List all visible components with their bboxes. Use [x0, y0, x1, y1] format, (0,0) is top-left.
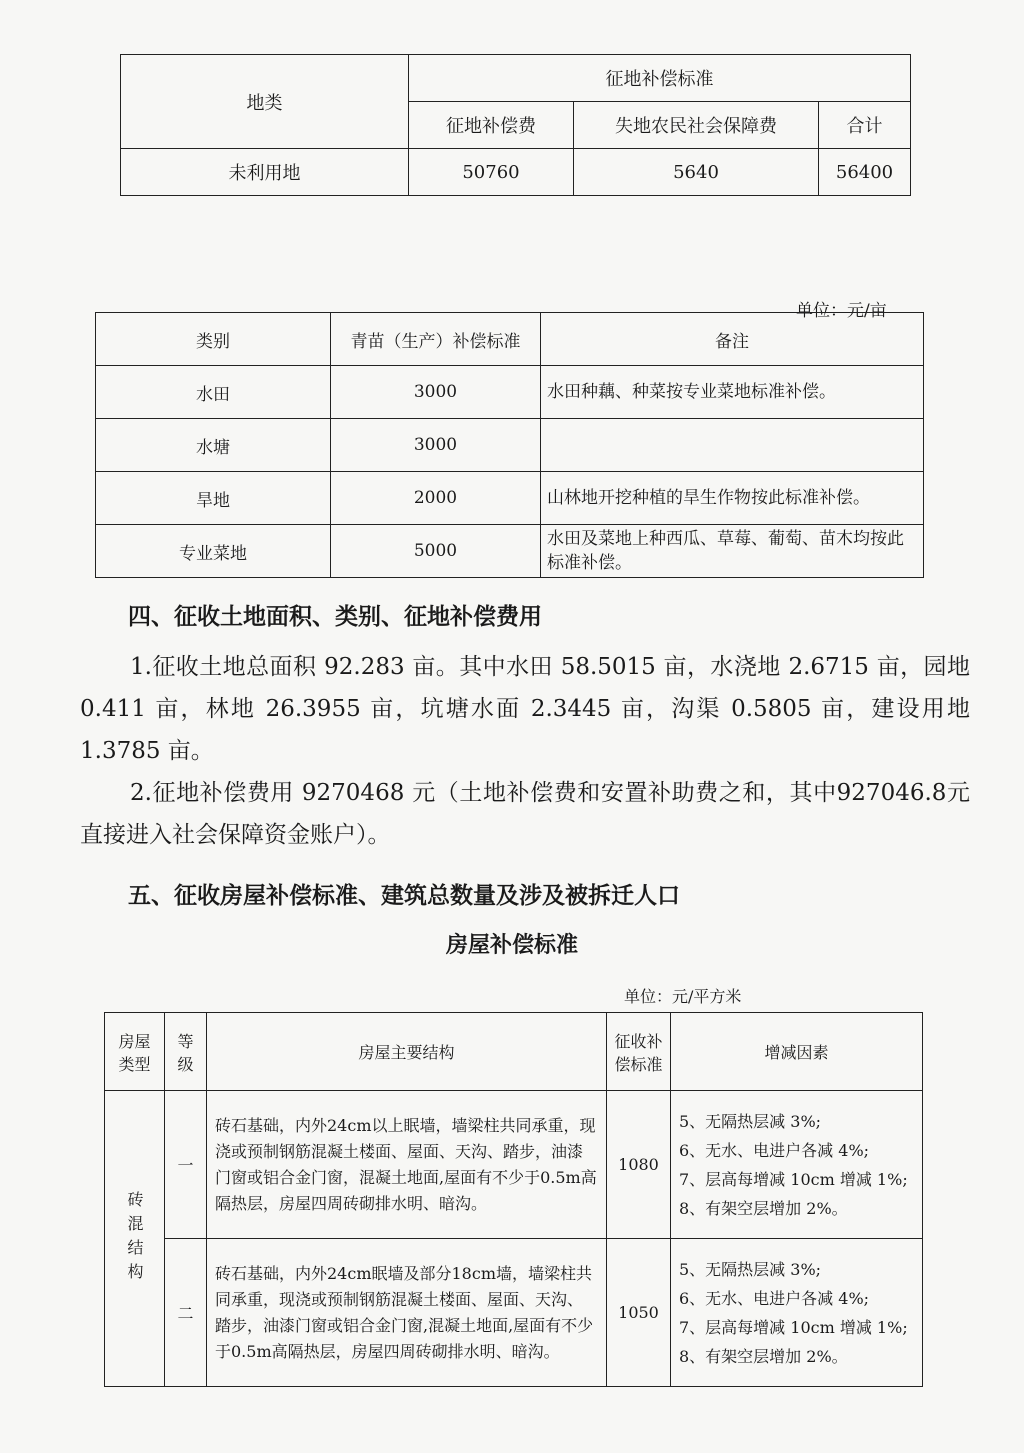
table-row	[96, 366, 924, 419]
category-cell: 专业菜地	[96, 525, 331, 578]
standard-header: 征地补偿标准	[409, 55, 911, 102]
factors-cell	[671, 1091, 923, 1239]
house-compensation-table	[104, 1012, 923, 1387]
standard-cell: 5000	[331, 525, 541, 578]
sub-header-total: 合计	[819, 102, 911, 149]
table-row	[96, 419, 924, 472]
category-cell: 水田	[96, 366, 331, 419]
standard-cell: 2000	[331, 472, 541, 525]
factor-item: 6、无水、电进户各减 4%;	[679, 1288, 870, 1308]
standard-cell: 3000	[331, 366, 541, 419]
note-cell	[541, 419, 924, 472]
paragraph-cost: 2.征地补偿费用 9270468 元（土地补偿费和安置补助费之和，其中927046.8元直接进入社会保障资金账户）。	[80, 780, 970, 848]
crop-compensation-table	[95, 312, 924, 578]
structure-header: 房屋主要结构	[207, 1013, 607, 1091]
structure-cell: 砖石基础，内外24cm以上眠墙，墙梁柱共同承重，现浇或预制钢筋混凝土楼面、屋面、天沟、踏步，油漆门窗或铝合金门窗，混凝土地面,屋面有不少于0.5m高隔热层，房屋四周砖砌排水明、暗沟。	[207, 1091, 607, 1239]
note-cell: 山林地开挖种植的旱生作物按此标准补偿。	[541, 472, 924, 525]
note-cell: 水田种藕、种菜按专业菜地标准补偿。	[541, 366, 924, 419]
type-header: 房屋类型	[105, 1013, 165, 1091]
type-cell: 砖混结构	[125, 1190, 144, 1287]
unit-label: 单位：元/亩	[796, 301, 887, 321]
table-row	[121, 149, 911, 196]
table-row	[96, 472, 924, 525]
section-heading-5: 五、征收房屋补偿标准、建筑总数量及涉及被拆迁人口	[128, 882, 680, 909]
land-type-header: 地类	[121, 55, 409, 149]
factor-item: 6、无水、电进户各减 4%;	[679, 1140, 870, 1160]
note-header: 备注	[541, 313, 924, 366]
sub-header-social: 失地农民社会保障费	[574, 102, 819, 149]
land-compensation-table	[120, 54, 911, 196]
factor-item: 5、无隔热层减 3%;	[679, 1111, 822, 1131]
table-row	[96, 525, 924, 578]
factors-cell	[671, 1239, 923, 1387]
structure-cell: 砖石基础，内外24cm眠墙及部分18cm墙，墙梁柱共同承重，现浇或预制钢筋混凝土楼面、屋面、天沟、踏步，油漆门窗或铝合金门窗,混凝土地面,屋面有不少于0.5m高隔热层，房屋四周砖砌排水明、暗沟。	[207, 1239, 607, 1387]
standard-cell: 3000	[331, 419, 541, 472]
sub-header-comp: 征地补偿费	[409, 102, 574, 149]
total-cell: 56400	[819, 149, 911, 196]
table-row	[105, 1091, 923, 1239]
grade-cell: 一	[165, 1091, 207, 1239]
factor-item: 8、有架空层增加 2%。	[679, 1346, 848, 1366]
category-cell: 旱地	[96, 472, 331, 525]
standard-header: 青苗（生产）补偿标准	[331, 313, 541, 366]
grade-header: 等级	[165, 1013, 207, 1091]
standard-cell: 1080	[607, 1091, 671, 1239]
land-type-cell: 未利用地	[121, 149, 409, 196]
table-row	[105, 1239, 923, 1387]
factor-item: 7、层高每增减 10cm 增减 1%;	[679, 1317, 908, 1337]
factor-item: 8、有架空层增加 2%。	[679, 1198, 848, 1218]
note-cell: 水田及菜地上种西瓜、草莓、葡萄、苗木均按此标准补偿。	[541, 525, 924, 578]
factor-item: 7、层高每增减 10cm 增减 1%;	[679, 1169, 908, 1189]
standard-header: 征收补偿标准	[607, 1013, 671, 1091]
comp-cell: 50760	[409, 149, 574, 196]
grade-cell: 二	[165, 1239, 207, 1387]
category-cell: 水塘	[96, 419, 331, 472]
factors-header: 增减因素	[671, 1013, 923, 1091]
category-header: 类别	[96, 313, 331, 366]
social-cell: 5640	[574, 149, 819, 196]
unit-label: 单位：元/平方米	[624, 987, 742, 1006]
paragraph-area: 1.征收土地总面积 92.283 亩。其中水田 58.5015 亩，水浇地 2.6715 亩，园地 0.411 亩，林地 26.3955 亩，坑塘水面 2.3445 亩，沟渠 0.5805 亩，建设用地 1.3785 亩。	[80, 654, 970, 764]
section-heading-4: 四、征收土地面积、类别、征地补偿费用	[128, 603, 542, 630]
table-title: 房屋补偿标准	[445, 932, 578, 958]
standard-cell: 1050	[607, 1239, 671, 1387]
factor-item: 5、无隔热层减 3%;	[679, 1259, 822, 1279]
